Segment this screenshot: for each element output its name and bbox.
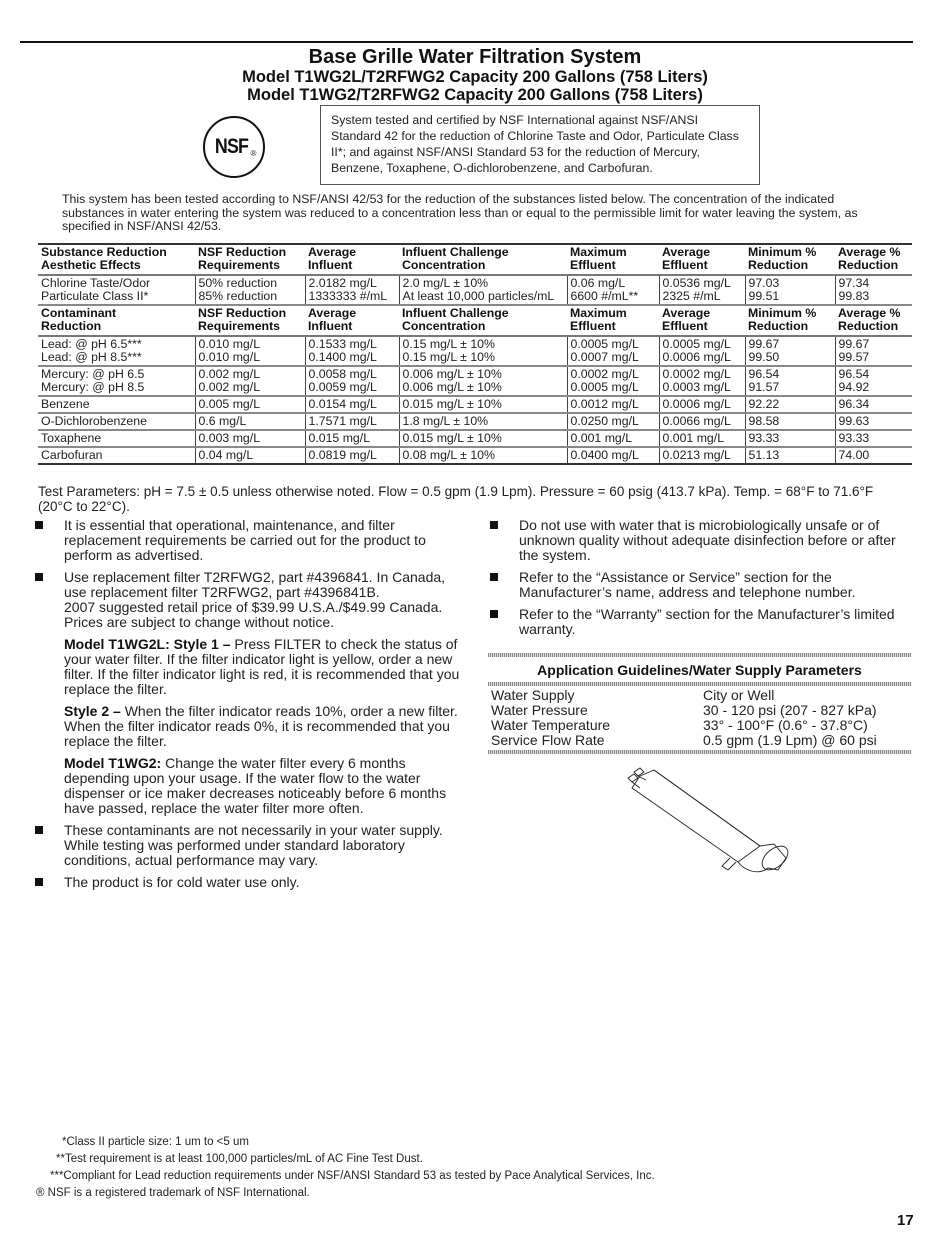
bullet-square-icon <box>35 521 43 529</box>
table-cell: 0.0213 mg/L <box>659 447 745 464</box>
column-header: Maximum Effluent <box>567 305 659 336</box>
table-cell: 0.0012 mg/L <box>567 396 659 413</box>
water-filter-cartridge-icon <box>610 758 810 888</box>
footnote-2: **Test requirement is at least 100,000 particles/mL of AC Fine Test Dust. <box>56 1153 423 1165</box>
column-header: Average Influent <box>305 305 399 336</box>
style2-paragraph <box>30 704 470 749</box>
page-title: Base Grille Water Filtration System <box>308 46 642 68</box>
registered-mark: ® <box>250 148 257 158</box>
footnotes <box>30 1134 830 1202</box>
column-header: Average % Reduction <box>835 305 912 336</box>
model-line-2: Model T1WG2/T2RFWG2 Capacity 200 Gallons (758 Liters) <box>247 86 703 104</box>
table-cell: 0.0002 mg/L 0.0003 mg/L <box>659 366 745 396</box>
table-cell: 0.0058 mg/L 0.0059 mg/L <box>305 366 399 396</box>
table-cell: 0.015 mg/L <box>305 430 399 447</box>
table-cell: 0.0819 mg/L <box>305 447 399 464</box>
column-header: Influent Challenge Concentration <box>399 305 567 336</box>
column-header: Average Effluent <box>659 305 745 336</box>
nsf-logo-icon <box>203 116 265 178</box>
bullet-square-icon <box>35 878 43 886</box>
parameter-value: 30 - 120 psi (207 - 827 kPa) <box>703 702 877 718</box>
footnote-1: *Class II particle size: 1 um to <5 um <box>62 1136 249 1148</box>
style1-paragraph <box>30 637 470 697</box>
table-cell: 0.0400 mg/L <box>567 447 659 464</box>
bullet-text: It is essential that operational, maintenance, and filter replacement requirements be carried out for the product to perform as advertised. <box>64 517 426 563</box>
parameter-value: 33° - 100°F (0.6° - 37.8°C) <box>703 717 868 733</box>
certification-box: System tested and certified by NSF International against NSF/ANSI Standard 42 for the reduction of Chlorine Taste and Odor, Particulate Class II*; and against NSF/ANSI Standard 53 for the reduction of Mercury, Benzene, Toxaphene, O-dichlorobenzene, and Carbofuran. <box>320 105 760 185</box>
table-cell: 0.003 mg/L <box>195 430 305 447</box>
parameter-name: Service Flow Rate <box>491 732 605 748</box>
table-cell: 0.006 mg/L ± 10% 0.006 mg/L ± 10% <box>399 366 567 396</box>
table-row <box>38 366 912 396</box>
table-cell: 96.54 91.57 <box>745 366 835 396</box>
table-cell: 50% reduction 85% reduction <box>195 275 305 305</box>
bullet-text: These contaminants are not necessarily in your water supply. While testing was performed under standard laboratory conditions, actual performance may vary. <box>64 822 443 868</box>
parameter-name: Water Temperature <box>491 717 611 733</box>
application-title: Application Guidelines/Water Supply Parameters <box>537 662 862 678</box>
table-cell: 0.0250 mg/L <box>567 413 659 430</box>
column-header: Average Effluent <box>659 244 745 275</box>
parameter-name: Water Supply <box>491 687 575 703</box>
footnote-3: ***Compliant for Lead reduction requirements under NSF/ANSI Standard 53 as tested by Pace Analytical Services, Inc. <box>50 1170 655 1182</box>
table-cell: 0.015 mg/L ± 10% <box>399 430 567 447</box>
table-cell: 0.06 mg/L 6600 #/mL** <box>567 275 659 305</box>
column-header: NSF Reduction Requirements <box>195 244 305 275</box>
page-number: 17 <box>897 1212 914 1229</box>
table-cell: Toxaphene <box>38 430 195 447</box>
intro-paragraph: This system has been tested according to NSF/ANSI 42/53 for the reduction of the substances listed below. The concentration of the indicated substances in water entering the system was reduced to a concentration less than or equal to the permissible limit for water leaving the system, as specified in NSF/ANSI 42/53. <box>62 192 858 233</box>
table-cell: 96.54 94.92 <box>835 366 912 396</box>
hatched-rule <box>488 750 911 754</box>
column-header: Minimum % Reduction <box>745 305 835 336</box>
t1wg2-text: Change the water filter every 6 months depending upon your usage. If the water flow to the water dispenser or ice maker decreases noticeably before 6 months have passed, replace the water filter more often. <box>64 755 447 816</box>
table-row <box>38 430 912 447</box>
t1wg2-paragraph <box>30 756 470 816</box>
table-cell: 0.6 mg/L <box>195 413 305 430</box>
parameter-value: City or Well <box>703 687 775 703</box>
table-cell: 98.58 <box>745 413 835 430</box>
table-cell: 0.0002 mg/L 0.0005 mg/L <box>567 366 659 396</box>
table-cell: 1.8 mg/L ± 10% <box>399 413 567 430</box>
application-rows <box>488 686 911 750</box>
bullet-item <box>485 518 915 563</box>
table-cell: 0.15 mg/L ± 10% 0.15 mg/L ± 10% <box>399 336 567 366</box>
table-cell: 74.00 <box>835 447 912 464</box>
style2-label: Style 2 – <box>64 703 121 719</box>
table-row <box>38 447 912 464</box>
table-header-row <box>38 244 912 275</box>
table-cell: 2.0182 mg/L 1333333 #/mL <box>305 275 399 305</box>
column-header: Substance Reduction Aesthetic Effects <box>38 244 195 275</box>
style1-text: Press FILTER to check the status of your water filter. If the filter indicator light is yellow, order a new filter. If the filter indicator light is red, it is recommended that you replace the filter. <box>64 636 460 697</box>
bullet-text: Do not use with water that is microbiologically unsafe or of unknown quality without adequate disinfection before or after the system. <box>519 517 896 563</box>
application-row <box>491 733 911 748</box>
column-header: NSF Reduction Requirements <box>195 305 305 336</box>
table-cell: 96.34 <box>835 396 912 413</box>
table-cell: 0.0154 mg/L <box>305 396 399 413</box>
t1wg2-label: Model T1WG2: <box>64 755 162 771</box>
bullet-text: Refer to the “Assistance or Service” section for the Manufacturer’s name, address and telephone number. <box>519 569 856 600</box>
bullet-item <box>485 607 915 637</box>
table-cell: 92.22 <box>745 396 835 413</box>
table-cell: 0.015 mg/L ± 10% <box>399 396 567 413</box>
column-header: Contaminant Reduction <box>38 305 195 336</box>
application-row <box>491 718 911 733</box>
table-cell: 0.1533 mg/L 0.1400 mg/L <box>305 336 399 366</box>
test-parameters: Test Parameters: pH = 7.5 ± 0.5 unless otherwise noted. Flow = 0.5 gpm (1.9 Lpm). Pressure = 60 psig (413.7 kPa). Temp. = 68°F to 71.6°F (20°C to 22°C). <box>38 484 874 514</box>
table-cell: 0.0066 mg/L <box>659 413 745 430</box>
table-cell: 0.001 mg/L <box>567 430 659 447</box>
table-cell: 51.13 <box>745 447 835 464</box>
bullet-text: Refer to the “Warranty” section for the Manufacturer’s limited warranty. <box>519 606 895 637</box>
style2-text: When the filter indicator reads 10%, order a new filter. When the filter indicator reads 0%, it is recommended that you replace the filter. <box>64 703 458 749</box>
column-header: Maximum Effluent <box>567 244 659 275</box>
table-cell: 0.08 mg/L ± 10% <box>399 447 567 464</box>
bullet-square-icon <box>490 610 498 618</box>
table-cell: 99.67 99.50 <box>745 336 835 366</box>
table-cell: 0.0006 mg/L <box>659 396 745 413</box>
column-header: Average Influent <box>305 244 399 275</box>
table-cell: 93.33 <box>835 430 912 447</box>
table-cell: 0.005 mg/L <box>195 396 305 413</box>
table-cell: 97.03 99.51 <box>745 275 835 305</box>
column-header: Average % Reduction <box>835 244 912 275</box>
table-cell: Carbofuran <box>38 447 195 464</box>
bullet-square-icon <box>35 573 43 581</box>
table-header-row <box>38 305 912 336</box>
parameter-value: 0.5 gpm (1.9 Lpm) @ 60 psi <box>703 732 877 748</box>
table-cell: 2.0 mg/L ± 10% At least 10,000 particles/mL <box>399 275 567 305</box>
bullet-item <box>30 823 470 868</box>
bullet-square-icon <box>490 573 498 581</box>
table-row <box>38 336 912 366</box>
bullet-square-icon <box>490 521 498 529</box>
column-header: Minimum % Reduction <box>745 244 835 275</box>
bullet-text: The product is for cold water use only. <box>64 874 300 890</box>
parameter-name: Water Pressure <box>491 702 588 718</box>
table-cell: 0.0536 mg/L 2325 #/mL <box>659 275 745 305</box>
bullet-item <box>485 570 915 600</box>
footnote-4: ® NSF is a registered trademark of NSF International. <box>36 1187 310 1199</box>
style1-label: Model T1WG2L: Style 1 – <box>64 636 231 652</box>
table-cell: 0.002 mg/L 0.002 mg/L <box>195 366 305 396</box>
table-cell: O-Dichlorobenzene <box>38 413 195 430</box>
table-row <box>38 396 912 413</box>
table-cell: 93.33 <box>745 430 835 447</box>
bullet-item <box>30 875 470 890</box>
table-cell: Chlorine Taste/Odor Particulate Class II* <box>38 275 195 305</box>
table-cell: 99.67 99.57 <box>835 336 912 366</box>
table-cell: 0.04 mg/L <box>195 447 305 464</box>
table-cell: 99.63 <box>835 413 912 430</box>
right-column <box>485 518 915 644</box>
bullet-text: Use replacement filter T2RFWG2, part #4396841. In Canada, use replacement filter T2RFWG2, part #4396841B. <box>64 569 446 600</box>
table-row <box>38 275 912 305</box>
table-cell: Mercury: @ pH 6.5 Mercury: @ pH 8.5 <box>38 366 195 396</box>
bullet-item <box>30 570 470 630</box>
application-row <box>491 703 911 718</box>
table-cell: 0.0005 mg/L 0.0007 mg/L <box>567 336 659 366</box>
table-cell: 1.7571 mg/L <box>305 413 399 430</box>
model-line-1: Model T1WG2L/T2RFWG2 Capacity 200 Gallons (758 Liters) <box>242 68 708 86</box>
column-header: Influent Challenge Concentration <box>399 244 567 275</box>
bullet-square-icon <box>35 826 43 834</box>
table-cell: Lead: @ pH 6.5*** Lead: @ pH 8.5*** <box>38 336 195 366</box>
table-cell: 97.34 99.83 <box>835 275 912 305</box>
table-cell: 0.001 mg/L <box>659 430 745 447</box>
price-text: 2007 suggested retail price of $39.99 U.S.A./$49.99 Canada. Prices are subject to change without notice. <box>64 599 443 630</box>
nsf-logo-text: NSF <box>214 135 248 158</box>
table-cell: 0.010 mg/L 0.010 mg/L <box>195 336 305 366</box>
application-row <box>491 688 911 703</box>
table-row <box>38 413 912 430</box>
table-cell: Benzene <box>38 396 195 413</box>
application-guidelines <box>488 653 911 754</box>
table-cell: 0.0005 mg/L 0.0006 mg/L <box>659 336 745 366</box>
top-rule <box>20 41 913 43</box>
left-column <box>30 518 470 897</box>
bullet-item <box>30 518 470 563</box>
performance-data-table <box>38 243 912 465</box>
